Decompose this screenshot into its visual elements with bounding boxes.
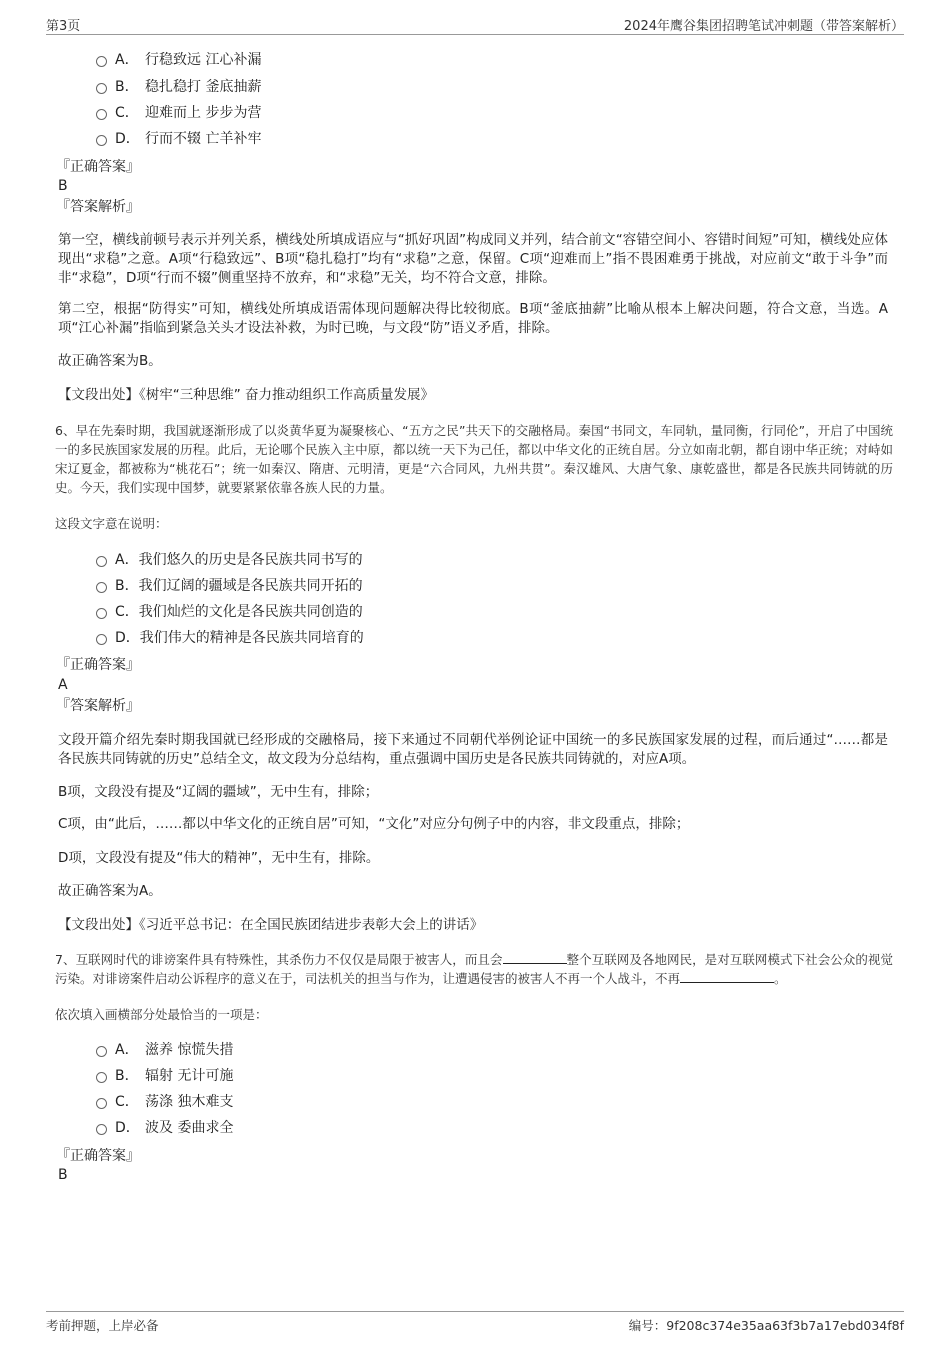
q6-answer: A — [58, 677, 68, 693]
q7-question: 7、互联网时代的诽谤案件具有特殊性，其杀伤力不仅仅是局限于被害人，而且会 整个互联网及各地网民，是对互联网模式下社会公众的视觉污染。对诽谤案件启动公诉程序的意义在于，司法机关的担当与作为，让遭遇侵害的被害人不再一个人战斗，不再 。 — [55, 952, 893, 986]
q6-analysis-label: 『答案解析』 — [56, 698, 140, 714]
q7-option-a[interactable]: A． 滋养 惊慌失措 — [96, 1040, 233, 1060]
radio-icon[interactable] — [96, 608, 107, 619]
q6-analysis-p2: B项，文段没有提及“辽阔的疆域”，无中生有，排除； — [58, 784, 379, 800]
q5-analysis-p3: 故正确答案为B。 — [58, 353, 162, 369]
radio-icon[interactable] — [96, 56, 107, 67]
radio-icon[interactable] — [96, 109, 107, 120]
q6-option-a[interactable]: A．我们悠久的历史是各民族共同书写的 — [96, 550, 363, 570]
document-title: 2024年鹰谷集团招聘笔试冲刺题（带答案解析） — [623, 19, 904, 34]
radio-icon[interactable] — [96, 1046, 107, 1057]
q5-answer: B — [58, 178, 68, 194]
page-footer — [46, 1311, 904, 1338]
q5-analysis-p2: 第二空，根据“防得实”可知，横线处所填成语需体现问题解决得比较彻底。B项“釜底抽薪”比喻从根本上解决问题，符合文意，当选。A项“江心补漏”指临到紧急关头才设法补救，为时已晚，与文段“防”语义矛盾，排除。 — [58, 301, 888, 336]
q7-option-c[interactable]: C． 荡涤 独木难支 — [96, 1092, 233, 1112]
q5-option-b[interactable]: B． 稳扎稳打 釜底抽薪 — [96, 77, 261, 97]
q6-option-d[interactable]: D．我们伟大的精神是各民族共同培育的 — [96, 628, 364, 648]
q6-analysis-p4: D项，文段没有提及“伟大的精神”，无中生有，排除。 — [58, 850, 380, 866]
radio-icon[interactable] — [96, 556, 107, 567]
q5-option-a[interactable]: A． 行稳致远 江心补漏 — [96, 50, 261, 70]
q7-answer: B — [58, 1167, 68, 1183]
q5-option-d[interactable]: D． 行而不辍 亡羊补牢 — [96, 129, 261, 149]
q7-option-b[interactable]: B． 辐射 无计可施 — [96, 1066, 233, 1086]
q6-source: 【文段出处】《习近平总书记：在全国民族团结进步表彰大会上的讲话》 — [58, 917, 484, 933]
radio-icon[interactable] — [96, 1098, 107, 1109]
fill-blank-1 — [503, 951, 567, 964]
q7-stem: 依次填入画横部分处最恰当的一项是： — [55, 1007, 268, 1022]
page-number: 第3页 — [46, 19, 81, 34]
footer-slogan: 考前押题，上岸必备 — [46, 1318, 159, 1333]
radio-icon[interactable] — [96, 83, 107, 94]
q5-analysis-label: 『答案解析』 — [56, 199, 140, 215]
q5-analysis-p1: 第一空，横线前顿号表示并列关系，横线处所填成语应与“抓好巩固”构成同义并列，结合前文“容错空间小、容错时间短”可知，横线处应体现出“求稳”之意。A项“行稳致远”、B项“稳扎稳打”均有“求稳”之意，保留。C项“迎难而上”指不畏困难勇于挑战，对应前文“敢于斗争”而非“求稳”，D项“行而不辍”侧重坚持不放弃，和“求稳”无关，均不符合文意，排除。 — [58, 232, 888, 286]
radio-icon[interactable] — [96, 582, 107, 593]
q6-answer-label: 『正确答案』 — [56, 657, 140, 673]
q7-option-d[interactable]: D． 波及 委曲求全 — [96, 1118, 233, 1138]
radio-icon[interactable] — [96, 1124, 107, 1135]
q5-source: 【文段出处】《树牢“三种思维” 奋力推动组织工作高质量发展》 — [58, 387, 435, 403]
q5-option-c[interactable]: C． 迎难而上 步步为营 — [96, 103, 261, 123]
q6-analysis-p5: 故正确答案为A。 — [58, 883, 162, 899]
q6-option-c[interactable]: C．我们灿烂的文化是各民族共同创造的 — [96, 602, 363, 622]
radio-icon[interactable] — [96, 1072, 107, 1083]
radio-icon[interactable] — [96, 634, 107, 645]
q6-question: 6、早在先秦时期，我国就逐渐形成了以炎黄华夏为凝聚核心、“五方之民”共天下的交融格局。秦国“书同文，车同轨，量同衡，行同伦”，开启了中国统一的多民族国家发展的历程。此后，无论哪个民族入主中原，都以统一天下为己任，都以中华文化的正统自居。分立如南北朝，都自诩中华正统；对峙如宋辽夏金，都被称为“桃花石”；统一如秦汉、隋唐、元明清，更是“六合同风，九州共贯”。秦汉雄风、大唐气象、康乾盛世，都是各民族共同铸就的历史。今天，我们实现中国梦，就要紧紧依靠各族人民的力量。 — [55, 423, 893, 495]
q6-option-b[interactable]: B．我们辽阔的疆域是各民族共同开拓的 — [96, 576, 363, 596]
radio-icon[interactable] — [96, 135, 107, 146]
fill-blank-2 — [680, 970, 774, 983]
document-code: 编号：9f208c374e35aa63f3b7a17ebd034f8f — [628, 1318, 904, 1333]
page-header — [46, 14, 904, 35]
q5-answer-label: 『正确答案』 — [56, 159, 140, 175]
q6-stem: 这段文字意在说明： — [55, 516, 168, 531]
q6-analysis-p1: 文段开篇介绍先秦时期我国就已经形成的交融格局，接下来通过不同朝代举例论证中国统一的多民族国家发展的过程，而后通过“……都是各民族共同铸就的历史”总结全文，故文段为分总结构，重点强调中国历史是各民族共同铸就的，对应A项。 — [58, 732, 888, 767]
q7-answer-label: 『正确答案』 — [56, 1148, 140, 1164]
q6-analysis-p3: C项，由“此后，……都以中华文化的正统自居”可知，“文化”对应分句例子中的内容，非文段重点，排除； — [58, 816, 690, 832]
